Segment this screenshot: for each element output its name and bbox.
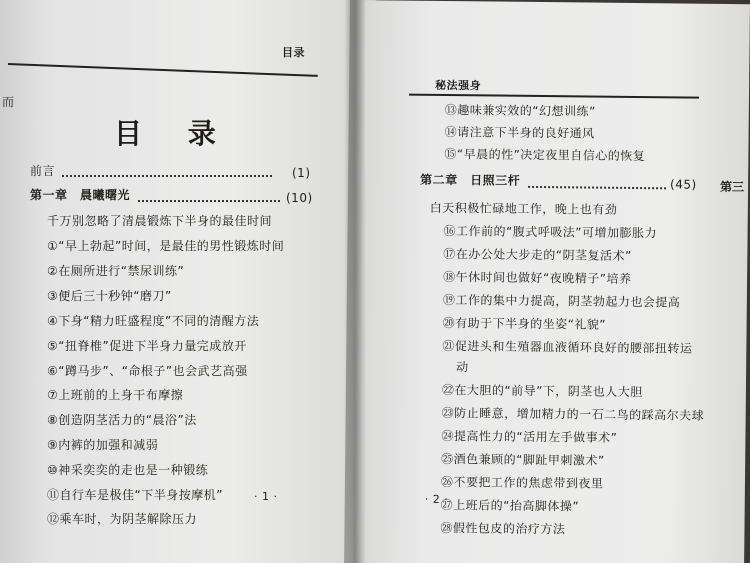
leader-dots: [62, 175, 272, 177]
chapter-heading: 第一章 晨曦曙光: [30, 188, 131, 202]
toc-title: 目 录: [114, 117, 234, 150]
right-page: [344, 0, 750, 563]
toc-entry: ⑳有助于下半身的坐姿“礼貌”: [442, 315, 607, 332]
toc-entry: ㉗上班后的“抬高脚体操”: [440, 497, 580, 514]
toc-entry: ⑫乘车时，为阴茎解除压力: [47, 512, 198, 526]
toc-entry: ㉘假性包皮的治疗方法: [440, 520, 566, 537]
toc-entry: ㉖不要把工作的焦虑带到夜里: [440, 474, 604, 491]
toc-entry: ⑰在办公处大步走的“阴茎复活术”: [443, 246, 632, 263]
book-spine-shadow: [344, 0, 366, 563]
toc-entry: 白天积极忙碌地工作，晚上也有劲: [429, 200, 618, 217]
leader-dots: [528, 186, 666, 189]
toc-entry: ⑥“蹲马步”、“命根子”也会武艺高强: [47, 364, 248, 378]
toc-page-ref: (10): [286, 191, 313, 205]
toc-entry: ㉕酒色兼顾的“脚趾甲刺激术”: [441, 451, 605, 468]
chapter-heading: 第二章 日照三杆: [420, 172, 521, 188]
toc-entry: ㉒在大胆的“前导”下，阴茎也人大胆: [441, 382, 643, 400]
toc-entry: ①“早上勃起”时间，是最佳的男性锻炼时间: [47, 239, 285, 253]
toc-entry: 前言: [30, 164, 56, 178]
leader-dots: [138, 200, 280, 202]
toc-entry: ⑲工作的集中力提高，阴茎勃起力也会提高: [442, 292, 681, 310]
left-header-rule: [8, 63, 318, 77]
toc-entry: ②在厕所进行“禁尿训练”: [47, 264, 185, 278]
right-edge-fragment: 第三: [719, 179, 745, 195]
toc-entry: ⑩神采奕奕的走也是一种锻练: [47, 463, 209, 477]
toc-entry: ⑬趣味兼实效的“幻想训练”: [444, 102, 596, 119]
toc-entry: ⑱午休时间也做好“夜晚精子”培养: [443, 269, 632, 286]
right-running-head: 秘法强身: [435, 78, 482, 93]
toc-page-ref: (45): [670, 177, 697, 192]
toc-page-ref: (1): [292, 166, 311, 180]
left-running-head: 目录: [282, 46, 305, 59]
toc-entry-continued: 动: [456, 360, 469, 375]
toc-entry: ⑦上班前的上身干布摩擦: [47, 388, 184, 402]
right-page-number: · 2 ·: [424, 492, 449, 507]
toc-entry: ④下身“精力旺盛程度”不同的清醒方法: [47, 314, 260, 328]
toc-entry: ③便后三十秒钟“磨刀”: [47, 289, 172, 303]
toc-entry: ㉑促进头和生殖器血液循环良好的腰部扭转运: [442, 338, 693, 356]
left-page-number: · 1 ·: [254, 490, 278, 503]
toc-entry: ⑭请注意下半身的良好通风: [444, 124, 595, 141]
right-header-rule: [409, 94, 699, 99]
toc-entry: ⑧创造阴茎活力的“晨浴”法: [47, 413, 197, 427]
toc-entry: ⑮“早晨的性”决定夜里自信心的恢复: [444, 146, 646, 164]
toc-entry: ⑤“扭脊椎”促进下半身力量完成放开: [47, 339, 247, 353]
toc-entry: 千万别忽略了清晨锻炼下半身的最佳时间: [47, 214, 273, 228]
left-edge-fragment: 而: [2, 95, 15, 109]
toc-entry: ⑪自行车是极佳“下半身按摩机”: [47, 488, 223, 502]
toc-entry: ㉓防止睡意，增加精力的一石二鸟的踩高尔夫球: [441, 405, 705, 423]
toc-entry: ⑨内裤的加强和减弱: [47, 438, 159, 452]
toc-entry: ⑯工作前的“腹式呼吸法”可增加膨胀力: [443, 223, 658, 241]
toc-entry: ㉔提高性力的“活用左手做事术”: [441, 428, 618, 445]
